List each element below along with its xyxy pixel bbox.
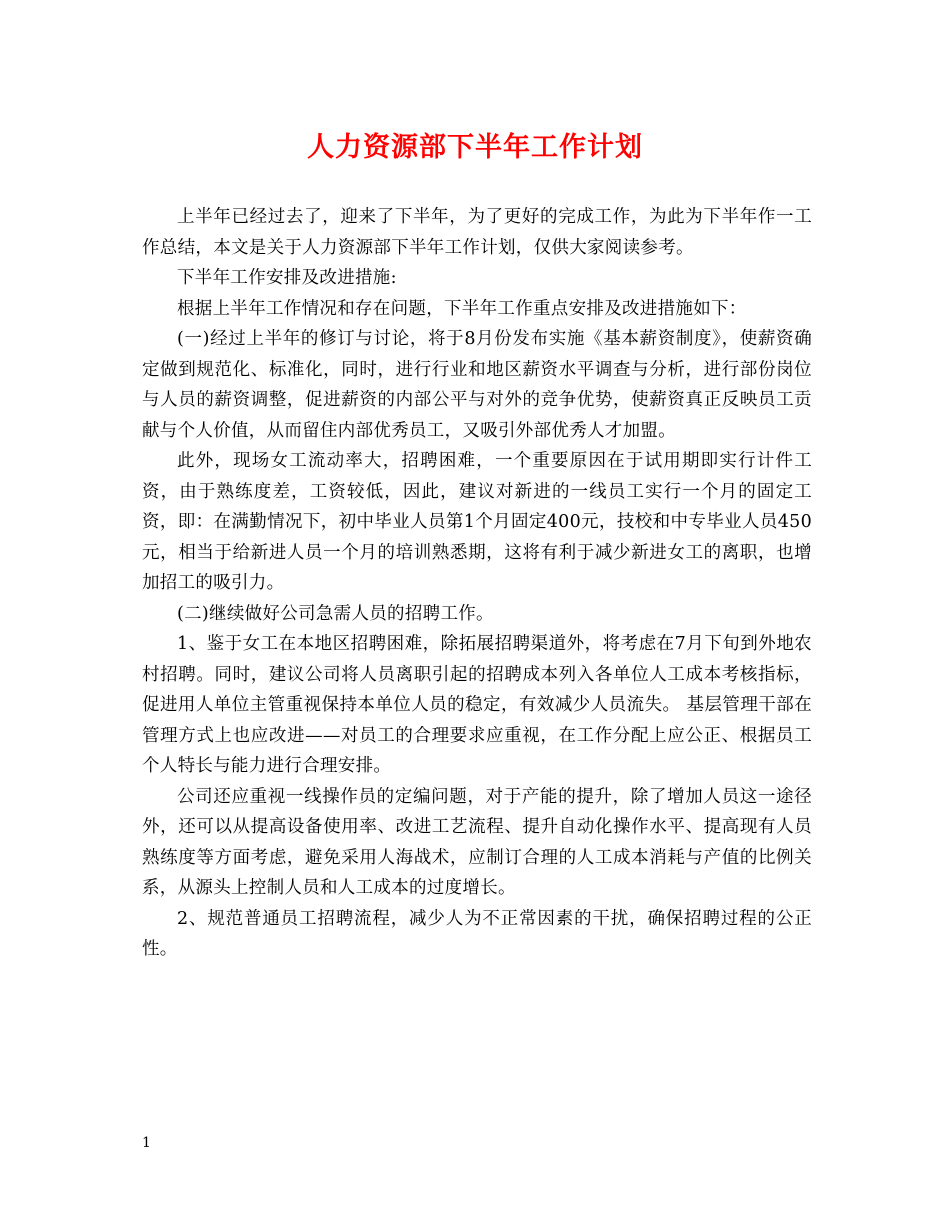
paragraph-overview: 根据上半年工作情况和存在问题，下半年工作重点安排及改进措施如下： [177, 298, 747, 319]
paragraph-section-2: (二)继续做好公司急需人员的招聘工作。 [177, 603, 494, 624]
page-number: 1 [142, 1135, 151, 1151]
paragraph-item-1: 1、鉴于女工在本地区招聘困难，除拓展招聘渠道外，将考虑在7月下旬到外地农村招聘。同时，建议公司将人员离职引起的招聘成本列入各单位人工成本考核指标，促进用人单位主管重视保持本单位人员的稳定，有效减少人员流失。 基层管理干部在管理方式上也应改进——对员工的合理要求应重视，在工作分配上应公正、根据员工个人特长与能力进行合理安排。 [142, 634, 812, 776]
paragraph-female-workers: 此外，现场女工流动率大，招聘困难，一个重要原因在于试用期即实行计件工资，由于熟练度差，工资较低，因此，建议对新进的一线员工实行一个月的固定工资，即：在满勤情况下，初中毕业人员第1个月固定400元，技校和中专毕业人员450元，相当于给新进人员一个月的培训熟悉期，这将有利于减少新进女工的离职，也增加招工的吸引力。 [142, 451, 812, 593]
paragraph-staffing: 公司还应重视一线操作员的定编问题，对于产能的提升，除了增加人员这一途径外，还可以从提高设备使用率、改进工艺流程、提升自动化操作水平、提高现有人员熟练度等方面考虑，避免采用人海战术，应制订合理的人工成本消耗与产值的比例关系，从源头上控制人员和人工成本的过度增长。 [142, 786, 812, 898]
paragraph-section-1: (一)经过上半年的修订与讨论，将于8月份发布实施《基本薪资制度》，使薪资确定做到规范化、标准化，同时，进行行业和地区薪资水平调查与分析，进行部份岗位与人员的薪资调整，促进薪资的内部公平与对外的竞争优势，使薪资真正反映员工贡献与个人价值，从而留住内部优秀员工，又吸引外部优秀人才加盟。 [142, 329, 812, 441]
paragraph-intro: 上半年已经过去了，迎来了下半年，为了更好的完成工作，为此为下半年作一工作总结，本文是关于人力资源部下半年工作计划，仅供大家阅读参考。 [142, 207, 812, 258]
document-title: 人力资源部下半年工作计划 [307, 132, 643, 163]
document-body [142, 202, 812, 965]
paragraph-heading-measures: 下半年工作安排及改进措施: [177, 268, 397, 288]
paragraph-item-2: 2、规范普通员工招聘流程，减少人为不正常因素的干扰，确保招聘过程的公正性。 [142, 908, 812, 959]
